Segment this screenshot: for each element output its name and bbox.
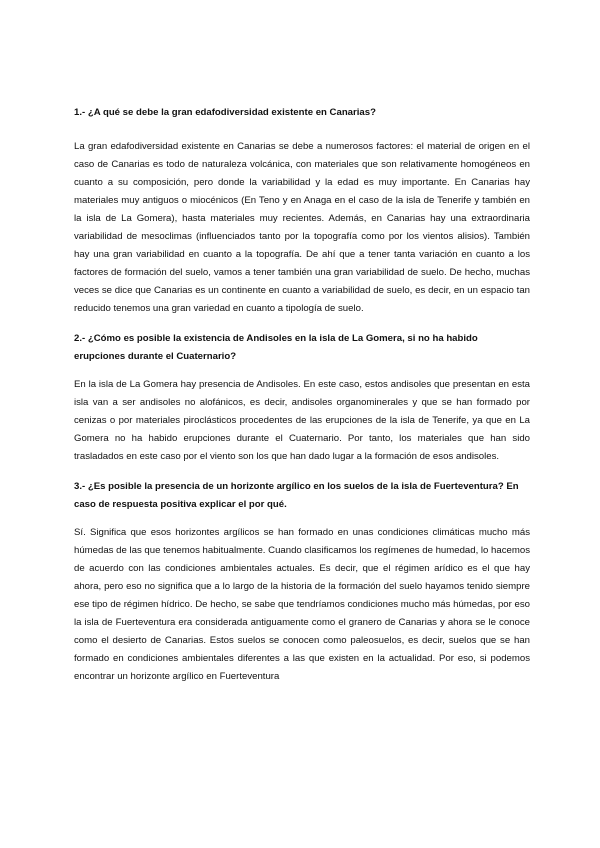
answer-2-paragraph: En la isla de La Gomera hay presencia de Andisoles. En este caso, estos andisoles que presentan en esta isla van a ser andisoles no alofánicos, es decir, andisoles organominerales y que se han formado por cenizas o por materiales piroclásticos procedentes de las erupciones de la isla de Tenerife, ya que en La Gomera no ha habido erupciones durante el Cuaternario. Por tanto, los materiales que han sido trasladados en este caso por el viento son los que han dado lugar a la formación de esos andisoles. (74, 379, 530, 462)
document-page (74, 104, 530, 700)
answer-1-paragraph: La gran edafodiversidad existente en Canarias se debe a numerosos factores: el material de origen en el caso de Canarias es todo de naturaleza volcánica, con materiales que son relativamente homogéneos en cuanto a su composición, pero donde la variabilidad y la edad es muy importante. En Canarias hay materiales muy antiguos o miocénicos (En Teno y en Anaga en el caso de la isla de Tenerife y también en la isla de La Gomera), hasta materiales muy recientes. Además, en Canarias hay una extraordinaria variabilidad de mesoclimas (influenciados tanto por la topografía como por los vientos alisios). También hay una gran variabilidad en cuanto a la topografía. De ahí que a tener tanta variación en cuanto a los factores de formación del suelo, vamos a tener también una gran variabilidad de suelo. De hecho, muchas veces se dice que Canarias es un continente en cuanto a variabilidad de suelo, es decir, en un espacio tan reducido tenemos una gran variedad en cuanto a tipología de suelo. (74, 141, 530, 314)
question-1-heading: 1.- ¿A qué se debe la gran edafodiversidad existente en Canarias? (74, 107, 376, 118)
answer-3-paragraph: Sí. Significa que esos horizontes argílicos se han formado en unas condiciones climáticas mucho más húmedas de las que tenemos habitualmente. Cuando clasificamos los regímenes de humedad, lo hacemos de acuerdo con las condiciones ambientales actuales. Es decir, que el régimen arídico es el que hay ahora, pero eso no significa que a lo largo de la historia de la formación del suelo hayamos tenido siempre ese tipo de régimen hídrico. De hecho, se sabe que tendríamos condiciones mucho más húmedas, por eso la isla de Fuerteventura era considerada antiguamente como el granero de Canarias y ahora se le conoce como el desierto de Canarias. Estos suelos se conocen como paleosuelos, es decir, suelos que se han formado en condiciones ambientales diferentes a las que existen en la actualidad. Por eso, si podemos encontrar un horizonte argílico en Fuerteventura (74, 527, 530, 682)
question-3-heading: 3.- ¿Es posible la presencia de un horizonte argílico en los suelos de la isla de Fuerteventura? En caso de respuesta positiva explicar el por qué. (74, 481, 519, 510)
question-2-heading: 2.- ¿Cómo es posible la existencia de Andisoles en la isla de La Gomera, si no ha habido erupciones durante el Cuaternario? (74, 333, 478, 362)
